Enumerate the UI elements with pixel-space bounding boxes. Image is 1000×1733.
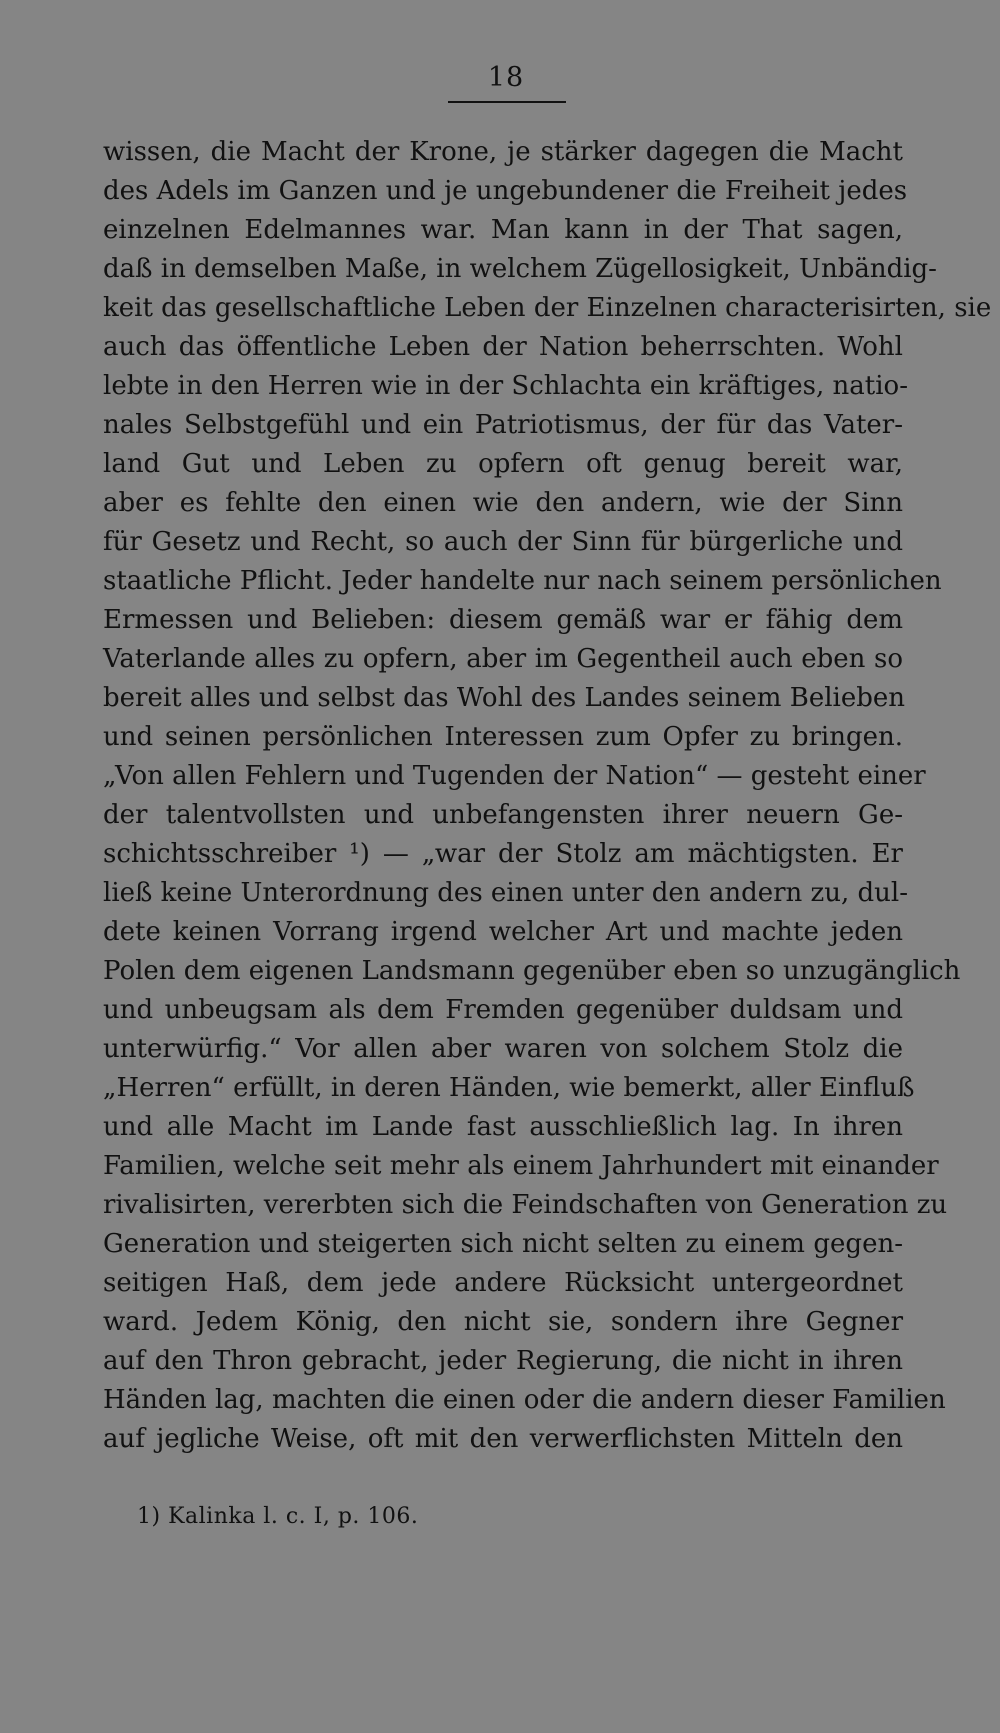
text-line: und alle Macht im Lande fast ausschließlich lag. In ihren [103,1112,903,1142]
text-line: schichtsschreiber ¹) — „war der Stolz am mächtigsten. Er [103,839,903,869]
text-line: Familien, welche seit mehr als einem Jahrhundert mit einander [103,1151,939,1181]
text-line: Polen dem eigenen Landsmann gegenüber eben so unzugänglich [103,956,961,986]
text-line: der talentvollsten und unbefangensten ihrer neuern Ge- [103,800,903,830]
text-line: lebte in den Herren wie in der Schlachta ein kräftiges, natio- [103,371,908,401]
text-line: dete keinen Vorrang irgend welcher Art und machte jeden [103,917,903,947]
text-line: seitigen Haß, dem jede andere Rücksicht untergeordnet [103,1268,903,1298]
text-line: einzelnen Edelmannes war. Man kann in der That sagen, [103,215,903,245]
body-text [103,133,992,1459]
text-line: daß in demselben Maße, in welchem Zügellosigkeit, Unbändig- [103,254,937,284]
text-line: unterwürfig.“ Vor allen aber waren von solchem Stolz die [103,1034,903,1064]
text-line: Ermessen und Belieben: diesem gemäß war er fähig dem [103,605,903,635]
text-line: ließ keine Unterordnung des einen unter den andern zu, dul- [103,878,909,908]
text-line: „Von allen Fehlern und Tugenden der Nation“ — gesteht einer [103,761,926,791]
text-line: auf jegliche Weise, oft mit den verwerflichsten Mitteln den [103,1424,903,1454]
text-line: aber es fehlte den einen wie den andern, wie der Sinn [103,488,903,518]
text-line: und seinen persönlichen Interessen zum Opfer zu bringen. [103,722,903,752]
text-line: Händen lag, machten die einen oder die andern dieser Familien [103,1385,946,1415]
text-line: ward. Jedem König, den nicht sie, sondern ihre Gegner [103,1307,903,1337]
text-line: und unbeugsam als dem Fremden gegenüber duldsam und [103,995,903,1025]
text-line: auch das öffentliche Leben der Nation beherrschten. Wohl [103,332,903,362]
text-line: Generation und steigerten sich nicht selten zu einem gegen- [103,1229,903,1259]
text-line: bereit alles und selbst das Wohl des Landes seinem Belieben [103,683,906,713]
text-line: Vaterlande alles zu opfern, aber im Gegentheil auch eben so [103,644,903,674]
text-line: land Gut und Leben zu opfern oft genug bereit war, [103,449,903,479]
text-line: staatliche Pflicht. Jeder handelte nur nach seinem persönlichen [103,566,942,596]
text-line: für Gesetz und Recht, so auch der Sinn für bürgerliche und [103,527,903,557]
text-line: nales Selbstgefühl und ein Patriotismus, der für das Vater- [103,410,903,440]
text-line: „Herren“ erfüllt, in deren Händen, wie bemerkt, aller Einfluß [103,1073,915,1103]
text-line: wissen, die Macht der Krone, je stärker dagegen die Macht [103,137,903,167]
text-line: rivalisirten, vererbten sich die Feindschaften von Generation zu [103,1190,948,1220]
text-line: auf den Thron gebracht, jeder Regierung, die nicht in ihren [103,1346,903,1376]
footnote: 1) Kalinka l. c. I, p. 106. [137,1504,419,1529]
text-line: keit das gesellschaftliche Leben der Einzelnen characterisirten, sie [103,293,992,323]
page-number: 18 [487,62,525,93]
header-rule [448,101,566,103]
text-line: des Adels im Ganzen und je ungebundener die Freiheit jedes [103,176,908,206]
